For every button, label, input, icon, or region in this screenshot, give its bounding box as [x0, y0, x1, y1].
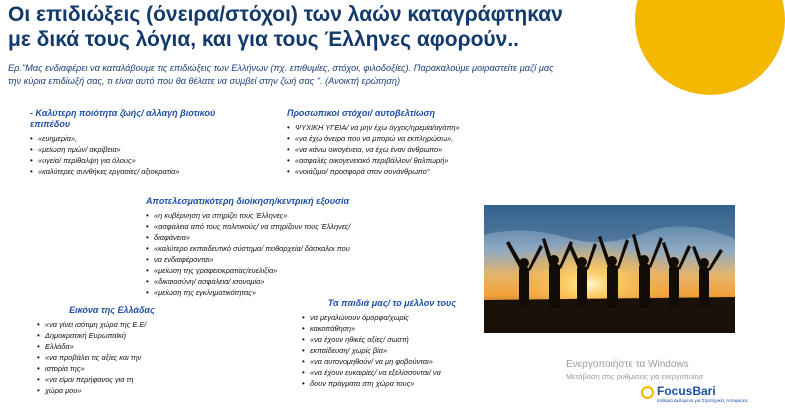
block-heading: Εικόνα της Ελλάδας: [69, 305, 155, 315]
quote-list: [146, 210, 446, 298]
intro-line: την κύρια επιδίωξή σας, τι είναι αυτό που θα θέλατε να συμβεί στην ζωή σας ". (Ανοικτή ερώτηση): [8, 76, 401, 86]
watermark-line: Μετάβαση στις ρυθμίσεις για ενεργοποίησ: [566, 372, 704, 381]
governance-block: [146, 196, 446, 298]
watermark-line: Ενεργοποιήστε τα Windows: [566, 359, 689, 370]
list-item-continuation: • Ελλάδα»: [37, 341, 187, 352]
quote-list: [302, 312, 482, 389]
block-heading: Τα παιδιά μας/ το μέλλον τους: [327, 298, 457, 308]
list-item: • «νοιάζιμο/ προσφορά στον συνάνθρωπο": [287, 166, 507, 177]
quote-list: [287, 122, 507, 177]
list-item-continuation: • διαφάνεια»: [146, 232, 446, 243]
quality-of-life-block: [30, 108, 280, 177]
list-item: • ΨΥΧΙΚΗ ΥΓΕΙΑ/ να μην έχω άγχος/ηρεμία/αγάπη»: [287, 122, 507, 133]
list-item: • «να γίνει ισότιμη χώρα της Ε.Ε/: [37, 319, 187, 330]
slide-title: [8, 2, 648, 52]
heading-line: επιπέδου: [30, 119, 71, 129]
list-item: • «μείωση της εγκληματικότητας»: [146, 287, 446, 298]
personal-goals-block: [287, 108, 507, 177]
title-line: με δικά τους λόγια, και για τους Έλληνες αφορούν..: [8, 28, 520, 51]
list-item: • «καλύτερο εκπαιδευτικό σύστημα/ πειθαρχεία/ δάσκαλοι που: [146, 243, 446, 254]
quote-list: [37, 319, 187, 396]
block-heading: Προσωπικοί στόχοι/ αυτοβελτίωση: [287, 108, 435, 118]
block-heading: Αποτελεσματικότερη διοίκηση/κεντρική εξουσία: [146, 196, 350, 206]
image-of-greece-block: [37, 305, 187, 396]
list-item: • «να έχω όνειρα που να μπορώ να εκπληρώσω»,: [287, 133, 507, 144]
list-item: • να μεγαλώνουν όμορφα/χωρίς: [302, 312, 482, 323]
list-item: • «ασφάλεια από τους πολιτικούς/ να στηρίζουν τους Έλληνες/: [146, 221, 446, 232]
list-item: • «να έχουν ηθικές αξίες/ σωστή: [302, 334, 482, 345]
list-item: • «μείωση τιμών/ ακρίβεια»: [30, 144, 280, 155]
logo-ring-icon: [641, 386, 654, 399]
list-item: • «να κάνω οικογένεια, να έχω έναν άνθρωπο»: [287, 144, 507, 155]
list-item-continuation: • δουν πράγματα στη χώρα τους»: [302, 378, 482, 389]
list-item: • «η κυβέρνηση να στηρίζει τους Έλληνες»: [146, 210, 446, 221]
list-item-continuation: • εκπαίδευση/ χωρίς βία»: [302, 345, 482, 356]
list-item: • «ασφαλές οικογενειακό περιβάλλον/ θαλπωρή»: [287, 155, 507, 166]
decorative-yellow-circle: [635, 0, 785, 95]
list-item: • «μείωση της γραφειοκρατίας/ευελιξία»: [146, 265, 446, 276]
logo-tagline: Καθαρά Δεδομένα για Στρατηγικές Αποφάσεις: [657, 398, 749, 403]
list-item-continuation: • κακοπάθηση»: [302, 323, 482, 334]
logo-name: FocusBari: [657, 384, 716, 398]
list-item-continuation: • να ενδιαφέρονται»: [146, 254, 446, 265]
title-line: Οι επιδιώξεις (όνειρα/στόχοι) των λαών καταγράφτηκαν: [8, 3, 563, 26]
sunset-people-photo: [484, 205, 735, 333]
list-item: • «υγεία/ περίθαλψη για όλους»: [30, 155, 280, 166]
quote-list: [30, 133, 280, 177]
list-item: • «να προβάλει τις αξίες και την: [37, 352, 187, 363]
list-item: • «ευημερία»,: [30, 133, 280, 144]
list-item-continuation: • ιστορία της»: [37, 363, 187, 374]
children-future-block: [302, 298, 482, 389]
photo-illustration: [484, 205, 735, 333]
list-item: • «καλύτερες συνθήκες εργασίες/ αξιοκρατία»: [30, 166, 280, 177]
list-item: • «δικαιοσύνη/ ασφάλεια/ ισονομία»: [146, 276, 446, 287]
question-intro: [8, 62, 648, 88]
list-item-continuation: • χώρα μου»: [37, 385, 187, 396]
list-item-continuation: • Δημοκρατική Ευρωπαϊκή: [37, 330, 187, 341]
list-item: • «να έχουν ευκαιρίες/ να εξελίσσονται/ να: [302, 367, 482, 378]
windows-activation-watermark: [566, 358, 703, 382]
heading-line: - Καλύτερη ποιότητα ζωής/ αλλαγή βιοτικού: [30, 108, 216, 118]
intro-line: Ερ."Μας ενδιαφέρει να καταλάβουμε τις επιδιώξεις των Ελλήνων (πχ. επιθυμίες, στόχοι, φιλοδοξίες). Παρακαλούμε μοιραστείτε μαζί μας: [8, 63, 554, 73]
list-item: • «να είμαι περήφανος για τη: [37, 374, 187, 385]
list-item: • «να αυτονομηθούν/ να μη φοβούνται»: [302, 356, 482, 367]
block-heading: [30, 108, 280, 130]
